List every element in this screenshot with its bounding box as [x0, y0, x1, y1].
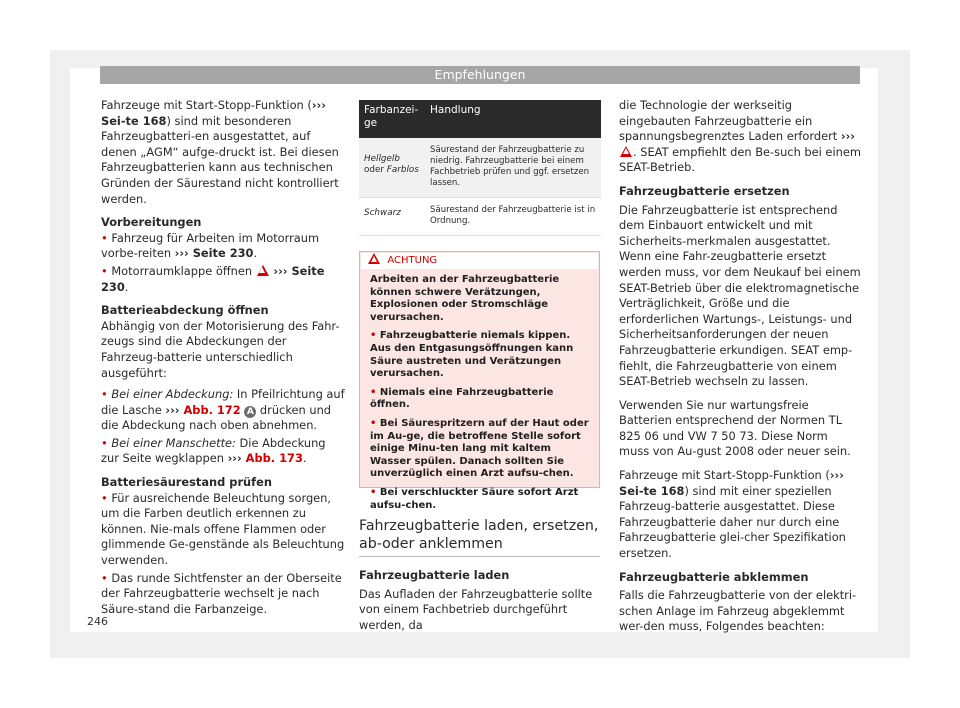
- link-abb-173[interactable]: Abb. 173: [245, 451, 303, 466]
- link-seite-230[interactable]: ››› Seite 230: [174, 246, 254, 261]
- list-item: • Für ausreichende Beleuchtung sorgen, um die Farben deutlich erkennen zu können. Nie-mals offene Flammen oder glimmende Ge-genstände als Beleuchtung verwenden.: [101, 490, 345, 568]
- list-item: • Bei verschluckter Säure sofort Arzt aufsu-chen.: [370, 486, 579, 511]
- paragraph: Falls die Fahrzeugbatterie von der elektri-schen Anlage im Fahrzeug abgeklemmt wer-den muss, Folgendes beachten:: [619, 588, 857, 634]
- list-item: • Das runde Sichtfenster an der Oberseite der Fahrzeugbatterie wechselt je nach Säure-stand die Farbanzeige.: [101, 570, 342, 616]
- paragraph: Die Fahrzeugbatterie ist entsprechend dem Einbauort entwickelt und mit Sicherheits-merkmalen ausgestattet. Wenn eine Fahr-zeugbatterie ersetzt werden muss, vor dem Neukauf bei einem SEAT-Betrieb über die elektromagnetische Verträglichkeit, Größe und die erforderlichen Wartungs-, Leistungs- und Sicherheitsanforderungen der neuen Fahrzeugbatterie erkundigen. SEAT emp-fiehlt, die Fahrzeugbatterie von einem SEAT-Betrieb wechseln zu lassen.: [619, 202, 861, 389]
- warning-icon: [620, 146, 632, 157]
- list-item: • Motorraumklappe öffnen ››› Seite 230.: [101, 263, 325, 294]
- section-body: [359, 568, 603, 641]
- table-row: Schwarz Säurestand der Fahrzeugbatterie ist in Ordnung.: [359, 198, 601, 236]
- list-item: • Bei einer Manschette: Die Abdeckung zur Seite wegklappen ››› Abb. 173.: [101, 435, 326, 466]
- bullet-icon: •: [101, 263, 108, 278]
- color-table: [359, 100, 601, 236]
- link-abb-172[interactable]: Abb. 172: [183, 402, 241, 417]
- paragraph: Verwenden Sie nur wartungsfreie Batterien entsprechend der Normen TL 825 06 und VW 7 50 73. Diese Norm muss von Au-gust 2008 oder neuer sein.: [619, 397, 851, 459]
- heading-saeurestand: Batteriesäurestand prüfen: [101, 475, 272, 490]
- page-number: 246: [87, 615, 108, 628]
- warning-icon: [257, 265, 269, 276]
- heading-ersetzen: Fahrzeugbatterie ersetzen: [619, 183, 790, 198]
- link-seite-168[interactable]: ››› Sei-te 168: [619, 468, 844, 498]
- paragraph: die Technologie der werkseitig eingebauten Fahrzeugbatterie ein spannungsbegrenztes Laden erfordert ››› . SEAT empfiehlt den Be-such bei einem SEAT-Betrieb.: [619, 98, 861, 175]
- left-column: [101, 98, 345, 625]
- table-row: Hellgelb oder Farblos Säurestand der Fahrzeugbatterie zu niedrig. Fahrzeugbatterie bei einem Fachbetrieb prüfen und ggf. ersetzen lassen.: [359, 138, 601, 198]
- bullet-icon: •: [101, 387, 108, 402]
- laden-paragraph: Das Aufladen der Fahrzeugbatterie sollte von einem Fachbetrieb durchgeführt werden, da: [359, 586, 593, 632]
- section-divider: [359, 556, 600, 557]
- heading-laden: Fahrzeugbatterie laden: [359, 568, 510, 582]
- bullet-icon: •: [101, 230, 108, 245]
- paragraph: Fahrzeuge mit Start-Stopp-Funktion (››› Sei-te 168) sind mit einer speziellen Fahrzeug-batterie ausgestattet. Diese Fahrzeugbatterie daher nur durch eine Fahrzeugbatterie glei-cher Spezifikation ersetzen.: [619, 468, 846, 561]
- section-title: Fahrzeugbatterie laden, ersetzen, ab-oder anklemmen: [359, 518, 599, 552]
- bullet-icon: •: [101, 570, 108, 585]
- list-item: • Bei einer Abdeckung: In Pfeilrichtung auf die Lasche ››› Abb. 172 A drücken und die Abdeckung nach oben abnehmen.: [101, 387, 345, 433]
- list-item: • Bei Säurespritzern auf der Haut oder im Au-ge, die betroffene Stelle sofort einige Minu-ten lang mit kaltem Wasser spülen. Danach sollten Sie unverzüglich einen Arzt aufsu-chen.: [370, 417, 589, 480]
- warning-intro: Arbeiten an der Fahrzeugbatterie können schwere Verätzungen, Explosionen oder Stromschläge verursachen.: [370, 274, 560, 323]
- table-header-handlung: Handlung: [425, 100, 601, 138]
- heading-vorbereitungen: Vorbereitungen: [101, 215, 202, 230]
- warning-box: [359, 251, 600, 511]
- heading-batterieabdeckung: Batterieabdeckung öffnen: [101, 303, 269, 318]
- page-header: Empfehlungen: [100, 66, 860, 84]
- abdeckung-paragraph: Abhängig von der Motorisierung des Fahr-zeugs sind die Abdeckungen der Fahrzeug-batterie unterschiedlich ausgeführt:: [101, 318, 340, 380]
- label-a-circle: A: [244, 406, 256, 418]
- link-seite-168[interactable]: ››› Sei-te 168: [101, 98, 326, 128]
- list-item: • Niemals eine Fahrzeugbatterie öffnen.: [370, 386, 554, 411]
- bullet-icon: •: [101, 490, 108, 505]
- warning-icon: [368, 253, 380, 264]
- link-seite-230[interactable]: ››› Seite 230: [101, 263, 325, 294]
- right-column: [619, 98, 861, 643]
- list-item: • Fahrzeug für Arbeiten im Motorraum vorbe-reiten ››› Seite 230.: [101, 230, 320, 261]
- bullet-icon: •: [101, 435, 108, 450]
- table-header-farbanzeige: Farbanzei-ge: [359, 100, 425, 138]
- heading-abklemmen: Fahrzeugbatterie abklemmen: [619, 569, 809, 584]
- warning-box-header: ACHTUNG: [361, 253, 598, 269]
- intro-paragraph: Fahrzeuge mit Start-Stopp-Funktion (››› Sei-te 168) sind mit besonderen Fahrzeugbatteri-en ausgestattet, auf denen „AGM“ aufge-druckt ist. Bei diesen Fahrzeugbatterien kann aus technischen Gründen der Säurestand nicht kontrolliert werden.: [101, 98, 339, 206]
- list-item: • Fahrzeugbatterie niemals kippen. Aus den Entgasungsöffnungen kann Säure austreten und Verätzungen verursachen.: [370, 330, 574, 380]
